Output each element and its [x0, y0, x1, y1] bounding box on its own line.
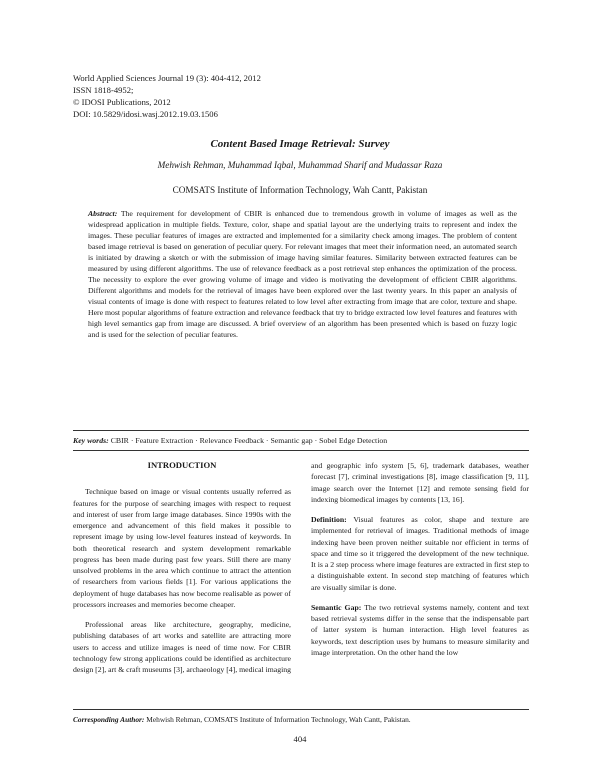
abstract	[88, 208, 517, 340]
abstract-label: Abstract:	[88, 209, 118, 218]
abstract-text: The requirement for development of CBIR is enhanced due to tremendous growth in volume of images as well as the widespread application in multiple fields. Texture, color, shape and spatial layout are the underlying traits to represent and index the images. These peculiar features of images are extracted and implemented for a similarity check among images. The problem of content based image retrieval is based on generation of peculiar query. For relevant images that meet their information need, an automated search is initiated by drawing a sketch or with the submission of image having similar features. Similarity between extracted features can be measured by using different algorithms. The use of relevance feedback as a post retrieval step enhances the optimization of the process. The necessity to explore the ever growing volume of image and video is motivating the development of efficient CBIR algorithms. Different algorithms and models for the retrieval of images have been explored over the last twenty years. In this paper an analysis of visual contents of image is done with respect to features related to low level after extracting from image that are color, texture and shape. Here most popular algorithms of feature extraction and relevance feedback that try to bridge extracted low level features and features with high level semantics gap from image are discussed. A brief overview of an algorithm has been presented which is based on fuzzy logic and is used for the selection of peculiar features.	[88, 209, 517, 339]
definition-paragraph	[311, 514, 529, 593]
intro-paragraph-2: Professional areas like architecture, geography, medicine, publishing databases of art works and satellite are attracting more users to access and utilize images is need of time now. For CBIR technology few strong applications could be identified as architecture design [2], art & craft museums [3], archaeology [4], medical imaging	[73, 620, 292, 674]
right-paragraph-1: and geographic info system [5, 6], trademark databases, weather forecast [7], criminal investigations [8], image classification [9, 11], image search over the Internet [12] and remote sensing field for indexing biomedical images by contents [13, 16].	[311, 461, 529, 504]
definition-text: Visual features as color, shape and texture are implemented for retrieval of images. Traditional methods of image indexing have been proven neither suitable nor efficient in terms of space and time so it triggered the development of the new technique. It is a 2 step process where image features are extracted in first step to a distinguishable extent. In second step matching of features which are visually similar is done.	[311, 515, 529, 592]
semantic-gap-text: The two retrieval systems namely, content and text based retrieval systems differ in the sense that the indispensable part of latter system is human interaction. High level features as keywords, text description uses by humans to measure similarity and image interpretation. On the other hand the low	[311, 602, 529, 657]
copyright: © IDOSI Publications, 2012	[73, 97, 171, 107]
doi: DOI: 10.5829/idosi.wasj.2012.19.03.1506	[73, 109, 218, 119]
affiliation: COMSATS Institute of Information Technology, Wah Cantt, Pakistan	[172, 185, 428, 195]
keywords-text: CBIR · Feature Extraction · Relevance Feedback · Semantic gap · Sobel Edge Detection	[110, 436, 388, 445]
section-heading-introduction: INTRODUCTION	[147, 460, 217, 470]
journal-metadata	[73, 72, 261, 120]
journal-line: World Applied Sciences Journal 19 (3): 404-412, 2012	[73, 73, 261, 83]
divider-footer	[73, 709, 529, 710]
page-number: 404	[293, 734, 307, 744]
corresponding-author-text: Mehwish Rehman, COMSATS Institute of Information Technology, Wah Cantt, Pakistan.	[146, 715, 411, 724]
divider-keywords	[73, 450, 529, 451]
left-column	[73, 460, 291, 684]
authors: Mehwish Rehman, Muhammad Iqbal, Muhammad Sharif and Mudassar Raza	[157, 160, 443, 170]
semantic-gap-label: Semantic Gap:	[311, 602, 362, 612]
semantic-gap-paragraph	[311, 602, 529, 658]
right-column	[311, 460, 529, 667]
corresponding-author-label: Corresponding Author:	[73, 715, 145, 724]
definition-label: Definition:	[311, 515, 347, 524]
keywords-label: Key words:	[73, 436, 109, 445]
issn: ISSN 1818-4952;	[73, 85, 134, 95]
keywords	[73, 436, 529, 445]
intro-paragraph-1: Technique based on image or visual contents usually referred as features for the purpose of searching images with respect to request and interest of user from large image databases. Since 1990s with the emergence and advancement of this field makes it possible to represent image by using low-level features instead of keywords. In both theoretical research and system development remarkable progress has been made during past few years. Still there are many unsolved problems in the area which continue to attract the attention of researchers from various fields [1]. For various applications the deployment of huge databases has now become realisable as power of processors increases and memories become cheaper.	[73, 487, 291, 609]
divider-top	[73, 430, 529, 431]
corresponding-author	[73, 715, 529, 724]
paper-title: Content Based Image Retrieval: Survey	[210, 138, 390, 150]
